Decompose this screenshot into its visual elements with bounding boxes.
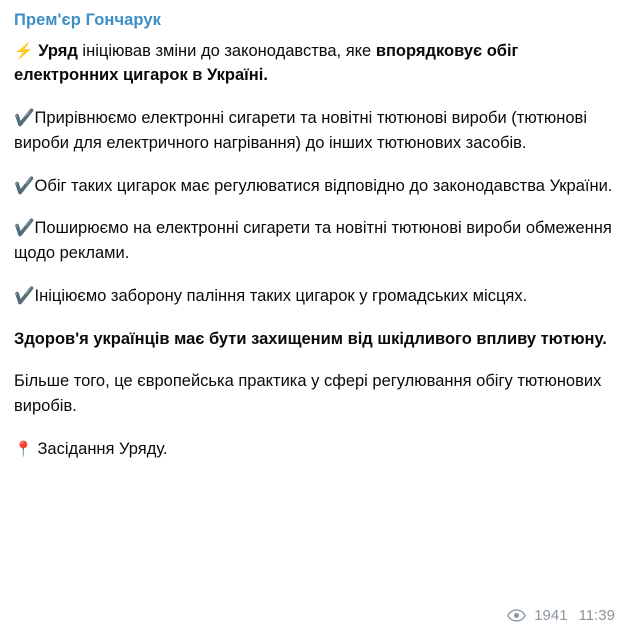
text-run: Поширюємо на електронні сигарети та новітні тютюнові вироби обмеження щодо реклами.: [14, 219, 612, 263]
text-run: Прирівнюємо електронні сигарети та новітні тютюнові вироби (тютюнові вироби для електричного нагрівання) до інших тютюнових засобів.: [14, 109, 587, 152]
paragraph-p-europe: [14, 369, 617, 419]
pin-emoji: 📍: [14, 439, 38, 458]
view-count: 1941: [534, 607, 568, 624]
text-run: ініціював зміни до законодавства, яке: [82, 41, 376, 60]
post-meta: [507, 607, 615, 624]
post-body: [14, 39, 617, 462]
paragraph-p-health: [14, 327, 617, 352]
text-run: Ініціюємо заборону паління таких цигарок у громадських місцях.: [34, 286, 528, 305]
check-mark-emoji: ✔️: [14, 108, 35, 128]
text-run: Обіг таких цигарок має регулюватися відповідно до законодавства України.: [34, 176, 613, 195]
paragraph-p-bullet-4: [14, 284, 617, 309]
text-run: Уряд: [38, 41, 83, 60]
paragraph-p-bullet-1: [14, 106, 617, 156]
check-mark-emoji: ✔️: [14, 175, 35, 195]
post-time: 11:39: [578, 607, 615, 624]
paragraph-p-footer: [14, 437, 617, 462]
paragraph-p-bullet-2: [14, 174, 617, 199]
text-run: Здоров'я українців має бути захищеним від шкідливого впливу тютюну.: [14, 329, 607, 348]
text-run: Більше того, це європейська практика у сфері регулювання обігу тютюнових виробів.: [14, 372, 602, 416]
lightning-emoji: ⚡️: [14, 41, 39, 60]
check-mark-emoji: ✔️: [14, 285, 35, 305]
check-mark-emoji: ✔️: [14, 218, 35, 238]
channel-title: Прем'єр Гончарук: [14, 11, 162, 29]
text-run: впорядковує обіг електронних цигарок в Україні.: [14, 41, 519, 85]
eye-icon: [507, 609, 526, 622]
paragraph-p-intro: [14, 39, 617, 89]
text-run: Засідання Уряду.: [37, 439, 168, 458]
paragraph-p-bullet-3: [14, 216, 617, 266]
